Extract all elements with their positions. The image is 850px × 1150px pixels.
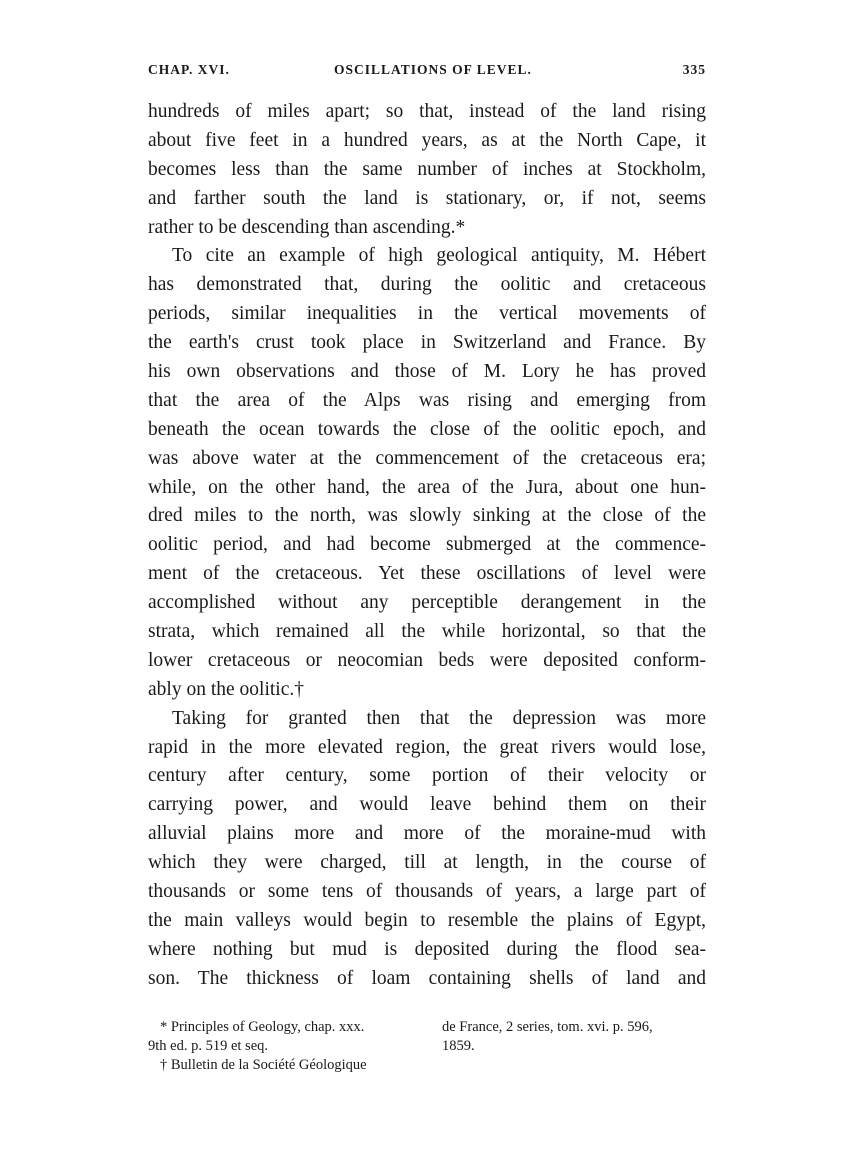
text-line: that the area of the Alps was rising and emerging from <box>148 389 706 411</box>
text-line: rather to be descending than ascending.* <box>148 216 466 238</box>
running-head <box>148 62 706 84</box>
text-line: was above water at the commencement of the cretaceous era; <box>148 447 706 469</box>
text-line: strata, which remained all the while horizontal, so that the <box>148 621 706 643</box>
footnote-column-right <box>442 1018 708 1056</box>
text-line: hundreds of miles apart; so that, instead of the land rising <box>148 101 706 122</box>
text-line: beneath the ocean towards the close of the oolitic epoch, and <box>148 418 706 440</box>
text-line: son. The thickness of loam containing shells of land and <box>148 967 706 989</box>
text-line: ment of the cretaceous. Yet these oscillations of level were <box>148 563 706 585</box>
text-line: accomplished without any perceptible derangement in the <box>148 592 706 614</box>
text-line: and farther south the land is stationary, or, if not, seems <box>148 187 706 209</box>
footnote-line: de France, 2 series, tom. xvi. p. 596, <box>442 1019 653 1035</box>
text-line: about five feet in a hundred years, as at the North Cape, it <box>148 129 706 151</box>
footnote-line: * Principles of Geology, chap. xxx. <box>160 1019 365 1035</box>
text-line: thousands or some tens of thousands of years, a large part of <box>148 881 706 903</box>
text-line: which they were charged, till at length, in the course of <box>148 852 706 874</box>
chapter-label: CHAP. XVI. <box>148 62 230 77</box>
text-line: carrying power, and would leave behind them on their <box>148 794 706 816</box>
footnote-line: † Bulletin de la Société Géologique <box>160 1057 367 1073</box>
text-line: dred miles to the north, was slowly sinking at the close of the <box>148 505 706 527</box>
text-line: periods, similar inequalities in the vertical movements of <box>148 303 706 325</box>
footnote-column-left <box>148 1018 428 1075</box>
text-line: his own observations and those of M. Lory he has proved <box>148 361 706 383</box>
text-line: Taking for granted then that the depression was more <box>172 707 706 729</box>
running-title: OSCILLATIONS OF LEVEL. <box>334 62 532 77</box>
text-line: alluvial plains more and more of the moraine-mud with <box>148 823 706 845</box>
text-line: rapid in the more elevated region, the great rivers would lose, <box>148 736 706 758</box>
page-number: 335 <box>682 62 706 77</box>
text-line: To cite an example of high geological antiquity, M. Hébert <box>172 245 706 267</box>
footnote-line: 9th ed. p. 519 et seq. <box>148 1038 269 1054</box>
text-line: the earth's crust took place in Switzerland and France. By <box>148 332 706 354</box>
text-line: ably on the oolitic.† <box>148 678 304 700</box>
text-line: century after century, some portion of their velocity or <box>148 765 706 787</box>
text-line: has demonstrated that, during the oolitic and cretaceous <box>148 274 706 296</box>
text-line: oolitic period, and had become submerged at the commence- <box>148 534 706 556</box>
text-line: where nothing but mud is deposited during the flood sea- <box>148 938 706 960</box>
text-line: becomes less than the same number of inches at Stockholm, <box>148 158 706 180</box>
body-text <box>148 98 706 994</box>
text-line: the main valleys would begin to resemble the plains of Egypt, <box>148 909 706 931</box>
text-line: lower cretaceous or neocomian beds were deposited conform- <box>148 649 706 671</box>
text-line: while, on the other hand, the area of the Jura, about one hun- <box>148 476 706 498</box>
footnote-line: 1859. <box>442 1038 475 1054</box>
